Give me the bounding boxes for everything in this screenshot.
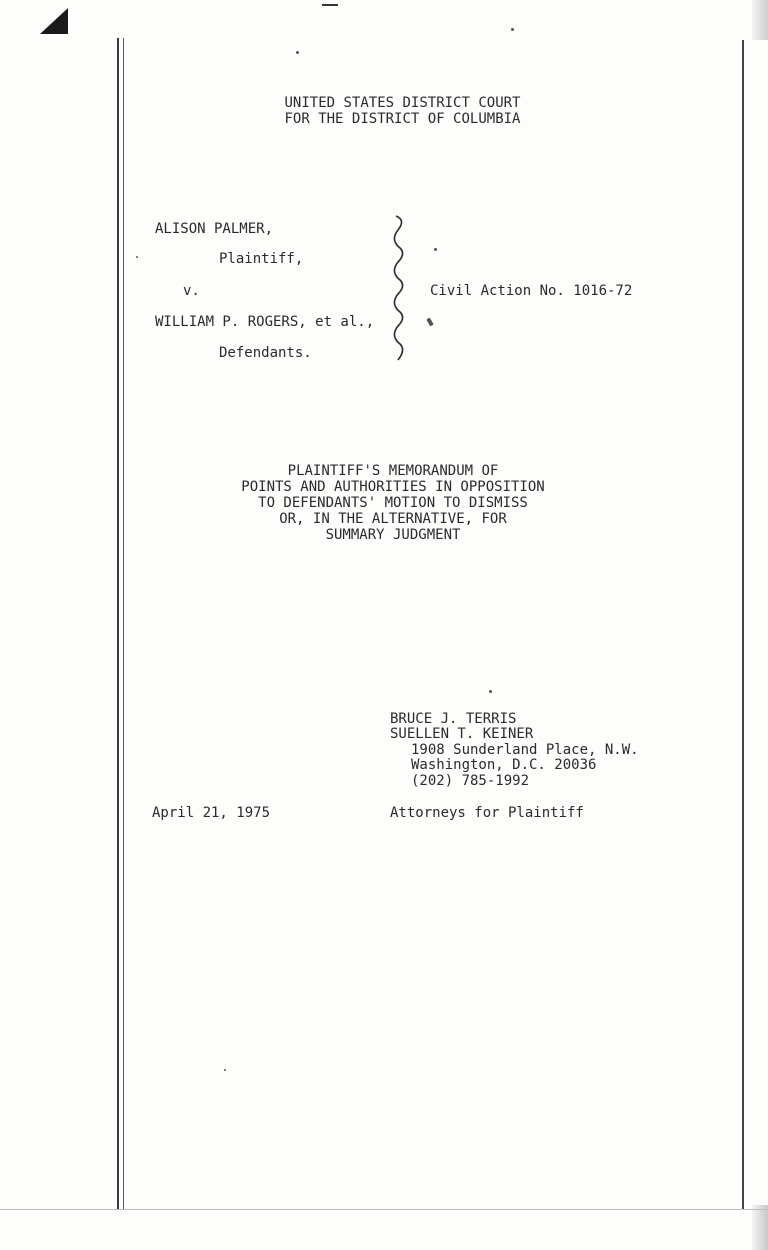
- attorney-phone: (202) 785-1992: [411, 773, 530, 789]
- case-number: Civil Action No. 1016-72: [430, 283, 633, 299]
- plaintiff-name: ALISON PALMER,: [155, 221, 274, 237]
- defendant-role: Defendants.: [219, 345, 312, 361]
- title-line-2: POINTS AND AUTHORITIES IN OPPOSITION: [241, 479, 545, 495]
- document-title: [0, 463, 768, 543]
- scan-speck: [426, 318, 433, 327]
- plaintiff-role: Plaintiff,: [219, 251, 304, 267]
- page-edge-top: [752, 0, 768, 40]
- title-line-5: SUMMARY JUDGMENT: [325, 527, 461, 543]
- court-heading: [0, 95, 768, 127]
- left-margin-rule: [117, 38, 119, 1210]
- scan-speck: [511, 28, 514, 31]
- court-district: FOR THE DISTRICT OF COLUMBIA: [284, 111, 521, 127]
- defendant-name: WILLIAM P. ROGERS, et al.,: [155, 314, 375, 330]
- court-name: UNITED STATES DISTRICT COURT: [284, 95, 521, 111]
- title-line-1: PLAINTIFF'S MEMORANDUM OF: [287, 463, 499, 479]
- attorney-role: Attorneys for Plaintiff: [390, 805, 584, 821]
- attorney-name-1: BRUCE J. TERRIS: [390, 711, 517, 727]
- attorney-address-1: 1908 Sunderland Place, N.W.: [411, 742, 639, 758]
- page-edge-bottom: [752, 1205, 768, 1250]
- title-line-4: OR, IN THE ALTERNATIVE, FOR: [279, 511, 507, 527]
- scan-speck: [296, 51, 299, 54]
- scan-speck: [136, 256, 138, 258]
- versus-label: v.: [183, 283, 200, 299]
- scan-speck: [224, 1069, 226, 1071]
- scan-speck: [434, 248, 437, 251]
- title-line-3: TO DEFENDANTS' MOTION TO DISMISS: [258, 495, 528, 511]
- corner-mark: [40, 8, 68, 34]
- right-margin-rule: [742, 40, 744, 1210]
- top-mark: [322, 4, 338, 6]
- bottom-rule: [0, 1209, 768, 1210]
- filing-date: April 21, 1975: [152, 805, 271, 821]
- attorney-name-2: SUELLEN T. KEINER: [390, 726, 534, 742]
- caption-bracket: [386, 214, 416, 364]
- attorney-address-2: Washington, D.C. 20036: [411, 757, 597, 773]
- scan-speck: [489, 690, 492, 693]
- left-margin-rule-inner: [123, 38, 124, 1210]
